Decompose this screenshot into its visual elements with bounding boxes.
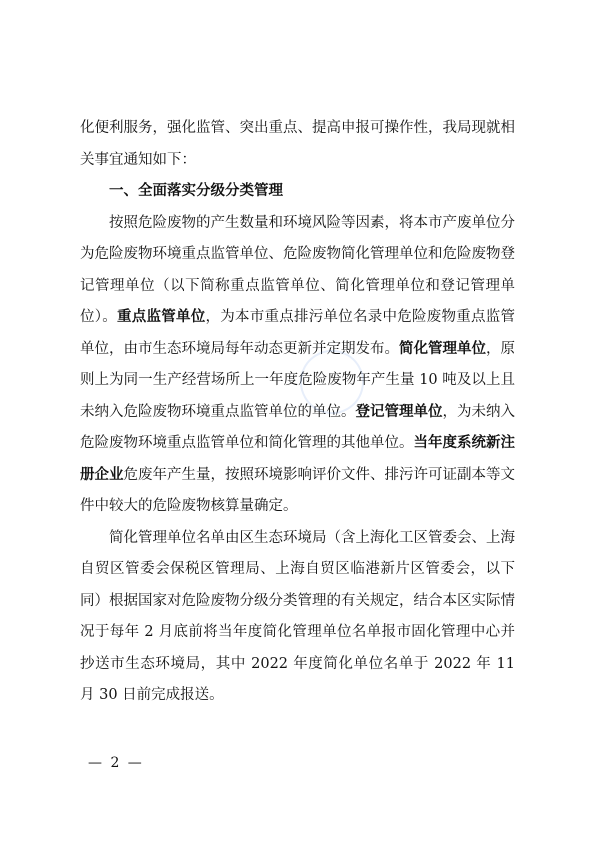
- intro-paragraph: 化便利服务，强化监管、突出重点、提高申报可操作性，我局现就相关事宜通知如下：: [80, 120, 515, 168]
- term-registration-management-unit: 登记管理单位: [355, 403, 443, 420]
- term-new-registered-enterprise: 当年度系统新注册企业: [80, 435, 515, 483]
- p1-text-2: ，为本市重点排污单位名录中危险废物重点监管单位，由市生态环境局每年动态更新并定期发布。: [80, 309, 515, 357]
- paragraph-classification: [80, 208, 515, 523]
- paragraph-list-submission: 简化管理单位名单由区生态环境局（含上海化工区管委会、上海自贸区管委会保税区管理局、上海自贸区临港新片区管委会，以下同）根据国家对危险废物分级分类管理的有关规定，结合本区实际情况于每年 2 月底前将当年度简化管理单位名单报市固化管理中心并抄送市生态环境局，其中 2022 年度简化单位名单于 2022 年 11 月 30 日前完成报送。: [80, 529, 515, 703]
- section-heading: 一、全面落实分级分类管理: [109, 183, 283, 199]
- page-number: — 2 —: [88, 755, 144, 771]
- p1-text-3: ，原则上为同一生产经营场所上一年度危险废物年产生量 10 吨及以上且未纳入危险废物环境重点监管单位的单位。: [80, 340, 515, 420]
- p1-text-4: ，为未纳入危险废物环境重点监管单位和简化管理的其他单位。: [80, 403, 515, 451]
- p1-text-5: 危废年产生量，按照环境影响评价文件、排污许可证副本等文件中较大的危险废物核算量确定。: [80, 466, 515, 514]
- document-body: [80, 113, 515, 712]
- term-simplified-management-unit: 简化管理单位: [399, 340, 486, 357]
- p1-text-1: 按照危险废物的产生数量和环境风险等因素，将本市产废单位分为危险废物环境重点监管单位、危险废物简化管理单位和危险废物登记管理单位（以下简称重点监管单位、简化管理单位和登记管理单位）。: [80, 214, 515, 325]
- term-key-supervision-unit: 重点监管单位: [117, 309, 206, 325]
